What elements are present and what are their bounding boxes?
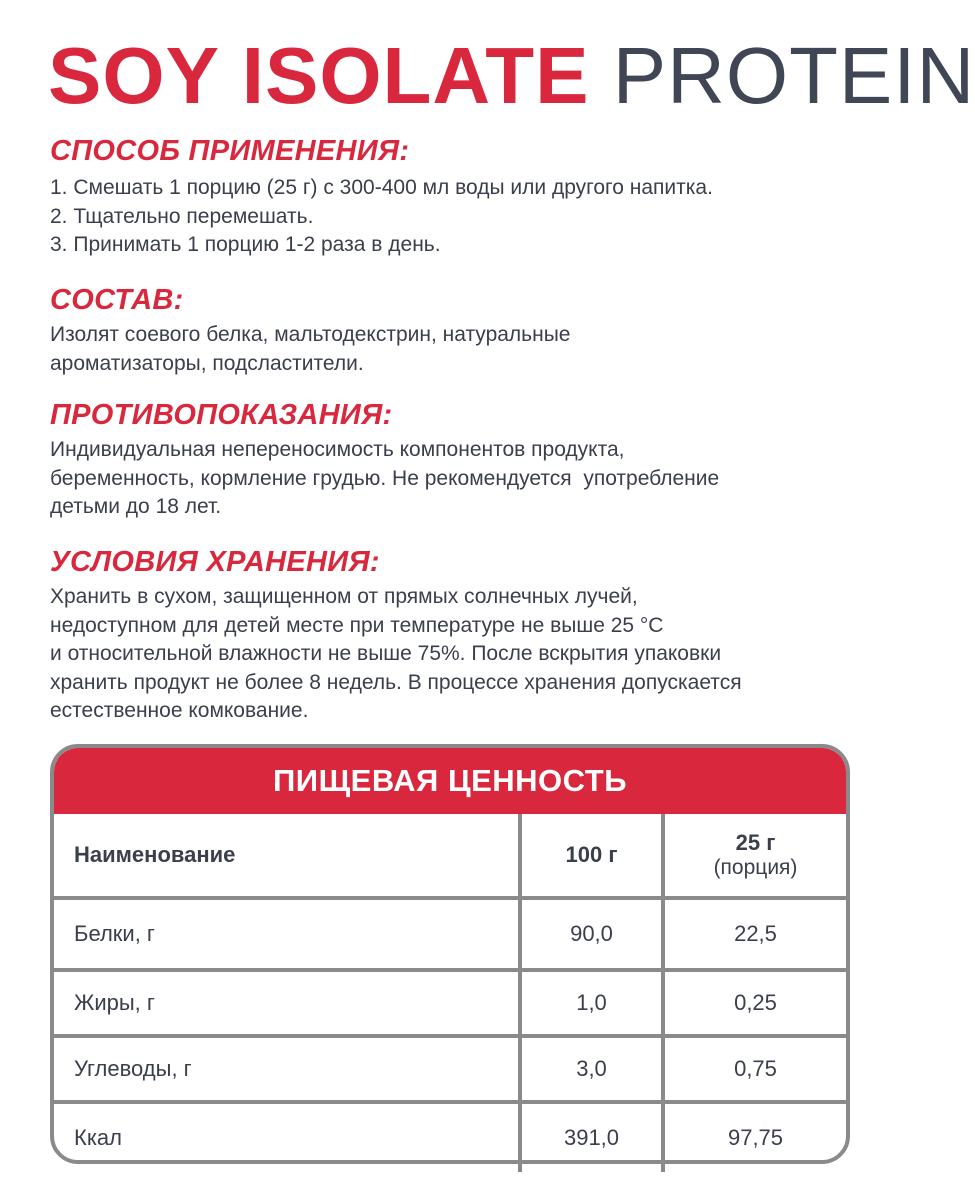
product-title-light: PROTEIN [612,31,975,120]
header-per100: 100 г [520,814,663,898]
storage-line: недоступном для детей месте при температуре не выше 25 °С [50,613,664,637]
contraindications-heading: ПРОТИВОПОКАЗАНИЯ: [50,399,393,431]
row-name: Углеводы, г [54,1036,520,1102]
usage-section [50,134,870,260]
row-per-serving: 0,75 [663,1036,846,1102]
usage-heading: СПОСОБ ПРИМЕНЕНИЯ: [50,135,410,167]
usage-line: 2. Тщательно перемешать. [50,204,314,228]
row-name: Белки, г [54,898,520,970]
contraindications-line: детьми до 18 лет. [50,495,222,518]
storage-line: естественное комкование. [50,699,309,722]
storage-heading: УСЛОВИЯ ХРАНЕНИЯ: [50,546,380,578]
row-per100: 3,0 [520,1036,663,1102]
nutrition-table [50,744,850,1164]
table-header-row [54,814,846,898]
row-per-serving: 22,5 [663,898,846,970]
table-row [54,1036,846,1102]
storage-line: и относительной влажности не выше 75%. После вскрытия упаковки [50,642,722,665]
storage-line: Хранить в сухом, защищенном от прямых солнечных лучей, [50,585,638,608]
row-per-serving: 0,25 [663,970,846,1036]
row-per100: 1,0 [520,970,663,1036]
header-name: Наименование [54,814,520,898]
row-name: Жиры, г [54,970,520,1036]
usage-line: 3. Принимать 1 порцию 1-2 раза в день. [50,233,441,256]
product-title-bold: SOY ISOLATE [48,31,590,120]
header-per-serving-sub: (порция) [713,856,798,879]
product-title [48,28,975,124]
row-name: Ккал [54,1102,520,1172]
storage-section [50,545,870,726]
storage-text [50,583,870,726]
header-per-serving-amount: 25 г [735,830,776,855]
composition-text [50,321,870,378]
contraindications-section [50,398,870,522]
contraindications-line: Индивидуальная непереносимость компонентов продукта, [50,438,625,461]
nutrition-title: ПИЩЕВАЯ ЦЕННОСТЬ [54,748,846,814]
table-row [54,898,846,970]
row-per100: 391,0 [520,1102,663,1172]
composition-line: Изолят соевого белка, мальтодекстрин, натуральные [50,323,571,346]
contraindications-line: беременность, кормление грудью. Не рекомендуется употребление [50,466,720,490]
contraindications-text [50,436,870,522]
composition-section [50,283,870,378]
table-row [54,970,846,1036]
row-per100: 90,0 [520,898,663,970]
composition-heading: СОСТАВ: [50,284,184,316]
storage-line: хранить продукт не более 8 недель. В процессе хранения допускается [50,670,742,694]
composition-line: ароматизаторы, подсластители. [50,351,364,375]
table-row [54,1102,846,1172]
row-per-serving: 97,75 [663,1102,846,1172]
header-per-serving [663,814,846,898]
usage-line: 1. Смешать 1 порцию (25 г) с 300-400 мл воды или другого напитка. [50,176,713,199]
nutrition-grid [54,814,846,1172]
